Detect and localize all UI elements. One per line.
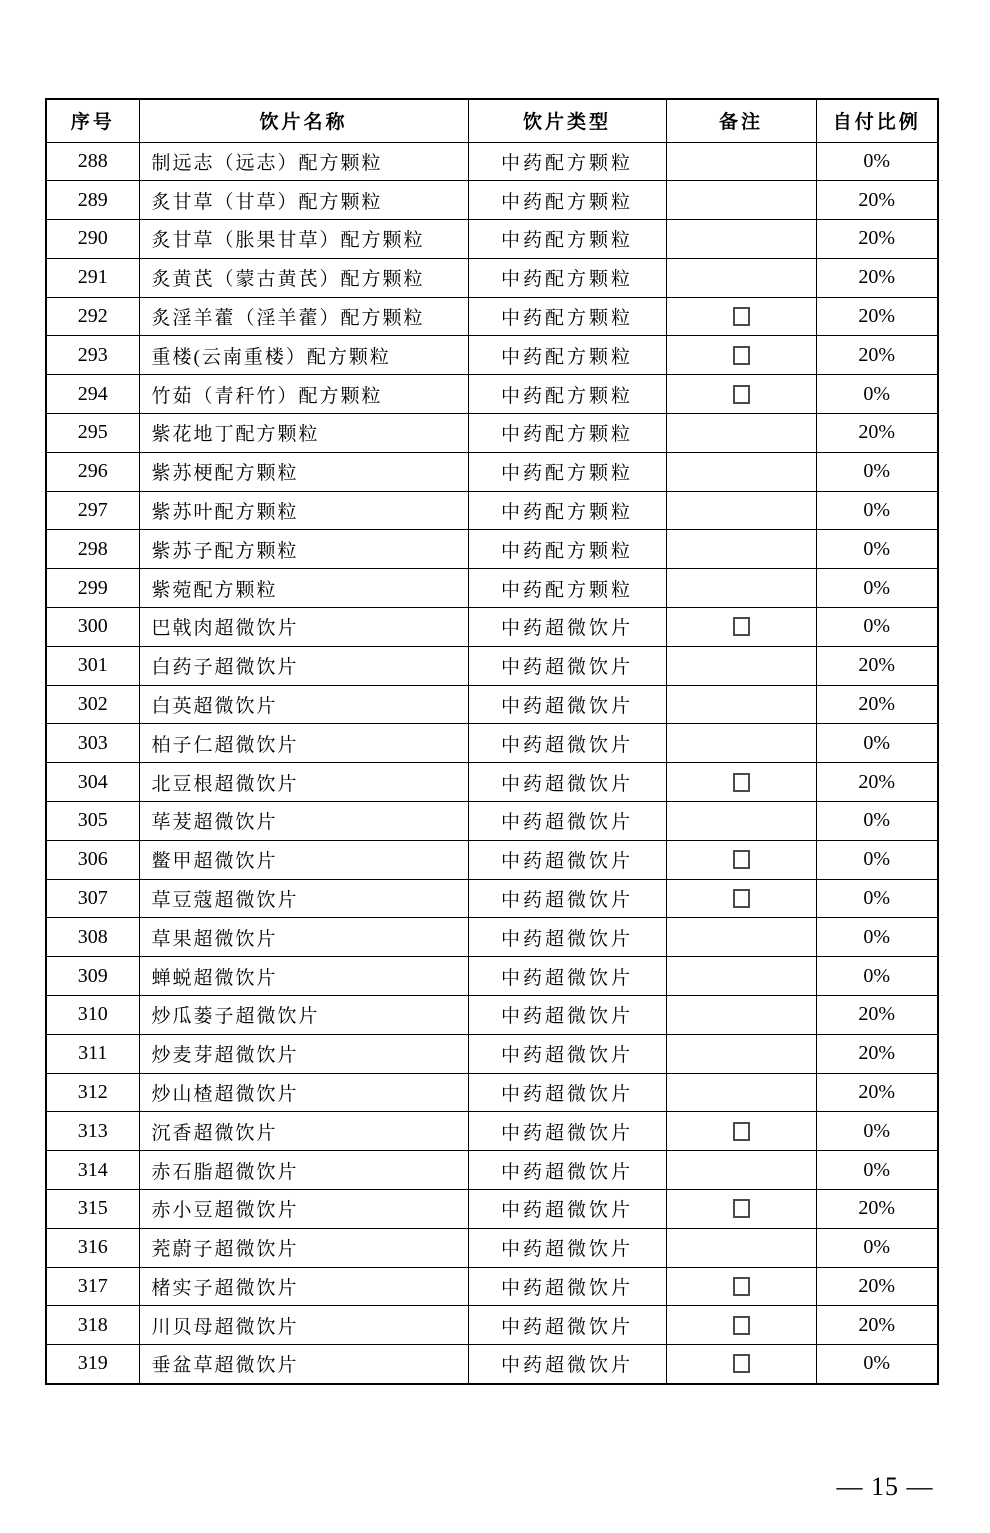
remark-cell [666, 957, 816, 996]
remark-cell [666, 996, 816, 1035]
self-pay-ratio-cell: 20% [816, 1034, 938, 1073]
piece-type-cell: 中药配方颗粒 [468, 258, 666, 297]
header-piece-name: 饮片名称 [139, 99, 468, 142]
serial-number-cell: 311 [46, 1034, 139, 1073]
piece-name-cell: 炙黄芪（蒙古黄芪）配方颗粒 [139, 258, 468, 297]
table-row [46, 1267, 938, 1306]
piece-name-cell: 蝉蜕超微饮片 [139, 957, 468, 996]
self-pay-ratio-cell: 20% [816, 1190, 938, 1229]
piece-name-cell: 白英超微饮片 [139, 685, 468, 724]
piece-name-cell: 炙甘草（甘草）配方颗粒 [139, 181, 468, 220]
piece-name-cell: 紫苏叶配方颗粒 [139, 491, 468, 530]
piece-type-cell: 中药超微饮片 [468, 1228, 666, 1267]
table-row [46, 258, 938, 297]
piece-name-cell: 北豆根超微饮片 [139, 763, 468, 802]
piece-type-cell: 中药配方颗粒 [468, 414, 666, 453]
piece-type-cell: 中药配方颗粒 [468, 220, 666, 259]
piece-name-cell: 沉香超微饮片 [139, 1112, 468, 1151]
piece-type-cell: 中药配方颗粒 [468, 569, 666, 608]
header-serial-number: 序号 [46, 99, 139, 142]
self-pay-ratio-cell: 0% [816, 957, 938, 996]
remark-cell [666, 181, 816, 220]
serial-number-cell: 313 [46, 1112, 139, 1151]
table-row [46, 724, 938, 763]
serial-number-cell: 294 [46, 375, 139, 414]
piece-type-cell: 中药配方颗粒 [468, 375, 666, 414]
piece-name-cell: 草果超微饮片 [139, 918, 468, 957]
remark-cell [666, 142, 816, 181]
checkbox-icon [733, 307, 750, 326]
serial-number-cell: 317 [46, 1267, 139, 1306]
self-pay-ratio-cell: 20% [816, 1073, 938, 1112]
self-pay-ratio-cell: 0% [816, 1228, 938, 1267]
piece-type-cell: 中药超微饮片 [468, 840, 666, 879]
remark-cell [666, 336, 816, 375]
header-piece-type: 饮片类型 [468, 99, 666, 142]
remark-cell [666, 258, 816, 297]
piece-type-cell: 中药超微饮片 [468, 802, 666, 841]
checkbox-icon [733, 850, 750, 869]
piece-type-cell: 中药超微饮片 [468, 724, 666, 763]
serial-number-cell: 308 [46, 918, 139, 957]
serial-number-cell: 291 [46, 258, 139, 297]
serial-number-cell: 288 [46, 142, 139, 181]
piece-name-cell: 炒山楂超微饮片 [139, 1073, 468, 1112]
checkbox-icon [733, 1316, 750, 1335]
self-pay-ratio-cell: 0% [816, 879, 938, 918]
table-row [46, 996, 938, 1035]
serial-number-cell: 310 [46, 996, 139, 1035]
piece-type-cell: 中药配方颗粒 [468, 530, 666, 569]
self-pay-ratio-cell: 20% [816, 1267, 938, 1306]
piece-type-cell: 中药配方颗粒 [468, 181, 666, 220]
table-row [46, 569, 938, 608]
piece-name-cell: 垂盆草超微饮片 [139, 1345, 468, 1384]
checkbox-icon [733, 1199, 750, 1218]
piece-name-cell: 茺蔚子超微饮片 [139, 1228, 468, 1267]
self-pay-ratio-cell: 0% [816, 1151, 938, 1190]
piece-name-cell: 紫菀配方颗粒 [139, 569, 468, 608]
piece-name-cell: 紫花地丁配方颗粒 [139, 414, 468, 453]
piece-name-cell: 川贝母超微饮片 [139, 1306, 468, 1345]
self-pay-ratio-cell: 0% [816, 569, 938, 608]
table-row [46, 840, 938, 879]
checkbox-icon [733, 889, 750, 908]
serial-number-cell: 290 [46, 220, 139, 259]
self-pay-ratio-cell: 20% [816, 297, 938, 336]
piece-name-cell: 重楼(云南重楼）配方颗粒 [139, 336, 468, 375]
piece-type-cell: 中药超微饮片 [468, 1112, 666, 1151]
piece-type-cell: 中药超微饮片 [468, 879, 666, 918]
piece-type-cell: 中药配方颗粒 [468, 142, 666, 181]
self-pay-ratio-cell: 0% [816, 491, 938, 530]
table-row [46, 763, 938, 802]
piece-type-cell: 中药超微饮片 [468, 685, 666, 724]
piece-name-cell: 炒麦芽超微饮片 [139, 1034, 468, 1073]
table-row [46, 375, 938, 414]
table-row [46, 297, 938, 336]
self-pay-ratio-cell: 20% [816, 646, 938, 685]
serial-number-cell: 304 [46, 763, 139, 802]
self-pay-ratio-cell: 20% [816, 1306, 938, 1345]
remark-cell [666, 1112, 816, 1151]
self-pay-ratio-cell: 20% [816, 685, 938, 724]
table-row [46, 879, 938, 918]
table-row [46, 414, 938, 453]
serial-number-cell: 301 [46, 646, 139, 685]
table-row [46, 452, 938, 491]
remark-cell [666, 724, 816, 763]
table-row [46, 685, 938, 724]
piece-type-cell: 中药超微饮片 [468, 1190, 666, 1229]
piece-name-cell: 巴戟肉超微饮片 [139, 608, 468, 647]
remark-cell [666, 646, 816, 685]
remark-cell [666, 802, 816, 841]
piece-type-cell: 中药配方颗粒 [468, 297, 666, 336]
self-pay-ratio-cell: 0% [816, 1112, 938, 1151]
piece-name-cell: 炙淫羊藿（淫羊藿）配方颗粒 [139, 297, 468, 336]
checkbox-icon [733, 385, 750, 404]
checkbox-icon [733, 1354, 750, 1373]
self-pay-ratio-cell: 0% [816, 724, 938, 763]
piece-type-cell: 中药超微饮片 [468, 763, 666, 802]
self-pay-ratio-cell: 0% [816, 375, 938, 414]
table-row [46, 1073, 938, 1112]
remark-cell [666, 569, 816, 608]
piece-name-cell: 炒瓜蒌子超微饮片 [139, 996, 468, 1035]
piece-type-cell: 中药超微饮片 [468, 1073, 666, 1112]
serial-number-cell: 297 [46, 491, 139, 530]
piece-name-cell: 紫苏子配方颗粒 [139, 530, 468, 569]
table-row [46, 336, 938, 375]
table-row [46, 957, 938, 996]
checkbox-icon [733, 773, 750, 792]
serial-number-cell: 312 [46, 1073, 139, 1112]
piece-type-cell: 中药配方颗粒 [468, 336, 666, 375]
piece-type-cell: 中药配方颗粒 [468, 452, 666, 491]
table-row [46, 918, 938, 957]
table-row [46, 530, 938, 569]
table-row [46, 220, 938, 259]
self-pay-ratio-cell: 0% [816, 142, 938, 181]
piece-type-cell: 中药超微饮片 [468, 1034, 666, 1073]
remark-cell [666, 452, 816, 491]
remark-cell [666, 1151, 816, 1190]
self-pay-ratio-cell: 20% [816, 258, 938, 297]
piece-type-cell: 中药超微饮片 [468, 918, 666, 957]
table-row [46, 1228, 938, 1267]
table-row [46, 1034, 938, 1073]
table-row [46, 1345, 938, 1384]
piece-name-cell: 楮实子超微饮片 [139, 1267, 468, 1306]
piece-name-cell: 制远志（远志）配方颗粒 [139, 142, 468, 181]
checkbox-icon [733, 1277, 750, 1296]
piece-name-cell: 赤石脂超微饮片 [139, 1151, 468, 1190]
piece-name-cell: 白药子超微饮片 [139, 646, 468, 685]
header-remark: 备注 [666, 99, 816, 142]
piece-name-cell: 鳖甲超微饮片 [139, 840, 468, 879]
serial-number-cell: 309 [46, 957, 139, 996]
self-pay-ratio-cell: 0% [816, 452, 938, 491]
piece-type-cell: 中药超微饮片 [468, 957, 666, 996]
remark-cell [666, 375, 816, 414]
piece-name-cell: 赤小豆超微饮片 [139, 1190, 468, 1229]
serial-number-cell: 316 [46, 1228, 139, 1267]
piece-type-cell: 中药超微饮片 [468, 608, 666, 647]
piece-name-cell: 草豆蔻超微饮片 [139, 879, 468, 918]
header-self-pay-ratio: 自付比例 [816, 99, 938, 142]
remark-cell [666, 220, 816, 259]
remark-cell [666, 530, 816, 569]
remark-cell [666, 1073, 816, 1112]
piece-type-cell: 中药超微饮片 [468, 646, 666, 685]
self-pay-ratio-cell: 0% [816, 608, 938, 647]
table-row [46, 802, 938, 841]
serial-number-cell: 305 [46, 802, 139, 841]
serial-number-cell: 300 [46, 608, 139, 647]
serial-number-cell: 296 [46, 452, 139, 491]
remark-cell [666, 840, 816, 879]
self-pay-ratio-cell: 0% [816, 530, 938, 569]
piece-name-cell: 竹茹（青秆竹）配方颗粒 [139, 375, 468, 414]
serial-number-cell: 299 [46, 569, 139, 608]
self-pay-ratio-cell: 20% [816, 763, 938, 802]
remark-cell [666, 1190, 816, 1229]
remark-cell [666, 879, 816, 918]
self-pay-ratio-cell: 20% [816, 181, 938, 220]
checkbox-icon [733, 617, 750, 636]
serial-number-cell: 315 [46, 1190, 139, 1229]
table-row [46, 1151, 938, 1190]
remark-cell [666, 763, 816, 802]
piece-type-cell: 中药配方颗粒 [468, 491, 666, 530]
piece-type-cell: 中药超微饮片 [468, 1306, 666, 1345]
table-row [46, 1112, 938, 1151]
serial-number-cell: 306 [46, 840, 139, 879]
remark-cell [666, 1345, 816, 1384]
serial-number-cell: 314 [46, 1151, 139, 1190]
self-pay-ratio-cell: 20% [816, 414, 938, 453]
table-row [46, 1306, 938, 1345]
table-row [46, 491, 938, 530]
page-number: — 15 — [836, 1472, 934, 1501]
serial-number-cell: 318 [46, 1306, 139, 1345]
remark-cell [666, 685, 816, 724]
table-row [46, 1190, 938, 1229]
serial-number-cell: 319 [46, 1345, 139, 1384]
table-header-row [46, 99, 938, 142]
remark-cell [666, 918, 816, 957]
piece-type-cell: 中药超微饮片 [468, 1345, 666, 1384]
remark-cell [666, 1306, 816, 1345]
remark-cell [666, 1228, 816, 1267]
checkbox-icon [733, 346, 750, 365]
piece-type-cell: 中药超微饮片 [468, 1151, 666, 1190]
serial-number-cell: 289 [46, 181, 139, 220]
self-pay-ratio-cell: 0% [816, 918, 938, 957]
remark-cell [666, 1034, 816, 1073]
table-row [46, 608, 938, 647]
remark-cell [666, 608, 816, 647]
self-pay-ratio-cell: 20% [816, 336, 938, 375]
serial-number-cell: 307 [46, 879, 139, 918]
piece-name-cell: 炙甘草（胀果甘草）配方颗粒 [139, 220, 468, 259]
self-pay-ratio-cell: 0% [816, 802, 938, 841]
medicine-pieces-table [45, 98, 939, 1385]
table-row [46, 646, 938, 685]
remark-cell [666, 414, 816, 453]
remark-cell [666, 491, 816, 530]
checkbox-icon [733, 1122, 750, 1141]
serial-number-cell: 295 [46, 414, 139, 453]
serial-number-cell: 293 [46, 336, 139, 375]
piece-name-cell: 柏子仁超微饮片 [139, 724, 468, 763]
piece-name-cell: 紫苏梗配方颗粒 [139, 452, 468, 491]
serial-number-cell: 302 [46, 685, 139, 724]
serial-number-cell: 298 [46, 530, 139, 569]
table-row [46, 181, 938, 220]
table-row [46, 142, 938, 181]
piece-name-cell: 荜茇超微饮片 [139, 802, 468, 841]
self-pay-ratio-cell: 20% [816, 220, 938, 259]
self-pay-ratio-cell: 20% [816, 996, 938, 1035]
piece-type-cell: 中药超微饮片 [468, 996, 666, 1035]
self-pay-ratio-cell: 0% [816, 1345, 938, 1384]
serial-number-cell: 303 [46, 724, 139, 763]
self-pay-ratio-cell: 0% [816, 840, 938, 879]
piece-type-cell: 中药超微饮片 [468, 1267, 666, 1306]
remark-cell [666, 297, 816, 336]
serial-number-cell: 292 [46, 297, 139, 336]
remark-cell [666, 1267, 816, 1306]
